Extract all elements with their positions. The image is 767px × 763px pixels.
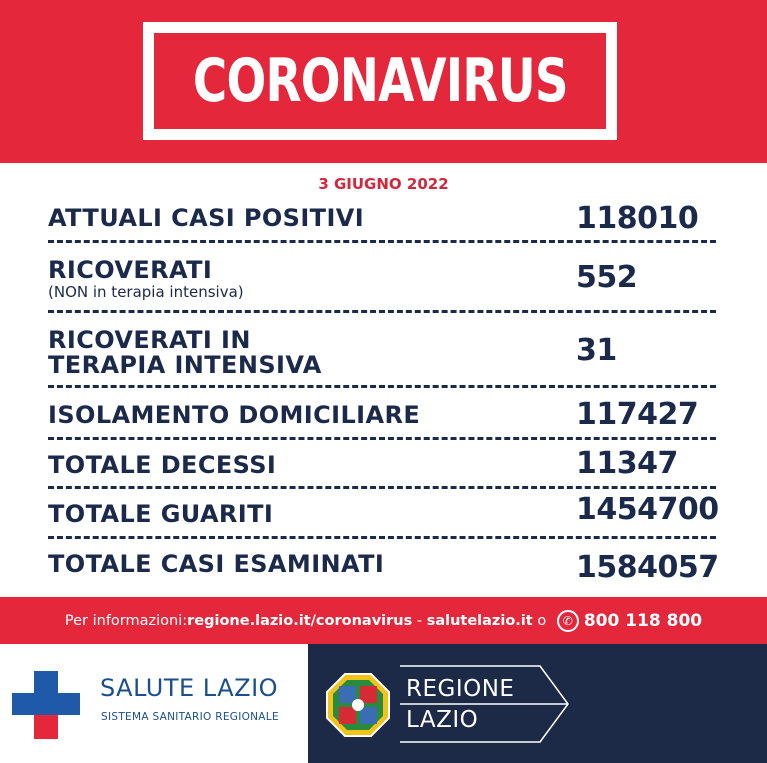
info-separator: - bbox=[412, 612, 427, 629]
stat-value: 552 bbox=[576, 260, 638, 295]
row-divider bbox=[48, 240, 716, 243]
row-divider bbox=[48, 486, 716, 489]
lazio-label: LAZIO bbox=[406, 707, 479, 733]
stat-value: 118010 bbox=[576, 201, 699, 236]
header-banner bbox=[0, 0, 767, 163]
stat-label: TOTALE CASI ESAMINATI bbox=[48, 550, 385, 578]
stat-label: ATTUALI CASI POSITIVI bbox=[48, 204, 365, 232]
salute-lazio-subtitle: SISTEMA SANITARIO REGIONALE bbox=[101, 711, 279, 723]
info-prefix: Per informazioni: bbox=[64, 612, 188, 629]
regione-coronavirus-link[interactable]: regione.lazio.it/coronavirus bbox=[187, 612, 413, 629]
row-divider bbox=[48, 385, 716, 388]
stat-label: TOTALE GUARITI bbox=[48, 500, 274, 528]
stat-value: 31 bbox=[576, 333, 617, 368]
stat-value: 1454700 bbox=[576, 492, 719, 527]
report-date: 3 GIUGNO 2022 bbox=[318, 175, 449, 193]
phone-icon: ✆ bbox=[557, 610, 579, 632]
row-divider bbox=[48, 536, 716, 539]
phone-number[interactable]: 800 118 800 bbox=[583, 610, 703, 631]
stat-label-line1: RICOVERATI IN bbox=[48, 326, 251, 354]
salutelazio-link[interactable]: salutelazio.it bbox=[426, 612, 533, 629]
regione-label: REGIONE bbox=[406, 676, 515, 702]
medical-cross-icon bbox=[12, 671, 80, 739]
stat-value: 117427 bbox=[576, 397, 699, 432]
stat-label: TOTALE DECESSI bbox=[48, 451, 277, 479]
page-title: CORONAVIRUS bbox=[192, 46, 568, 116]
stat-value: 1584057 bbox=[576, 550, 719, 585]
stat-sublabel: (NON in terapia intensiva) bbox=[48, 283, 244, 301]
row-divider bbox=[48, 437, 716, 440]
info-bar bbox=[0, 597, 767, 644]
title-frame bbox=[143, 22, 617, 140]
salute-lazio-logo bbox=[0, 644, 308, 763]
salute-lazio-title: SALUTE LAZIO bbox=[100, 674, 279, 702]
info-conjunction: o bbox=[532, 612, 551, 629]
row-divider bbox=[48, 310, 716, 313]
regione-lazio-logo bbox=[308, 644, 767, 763]
stat-value: 11347 bbox=[576, 446, 678, 481]
stat-label-line2: TERAPIA INTENSIVA bbox=[48, 351, 322, 379]
stat-label: ISOLAMENTO DOMICILIARE bbox=[48, 401, 421, 429]
stat-label: RICOVERATI bbox=[48, 256, 213, 284]
lazio-emblem-icon bbox=[325, 672, 391, 738]
